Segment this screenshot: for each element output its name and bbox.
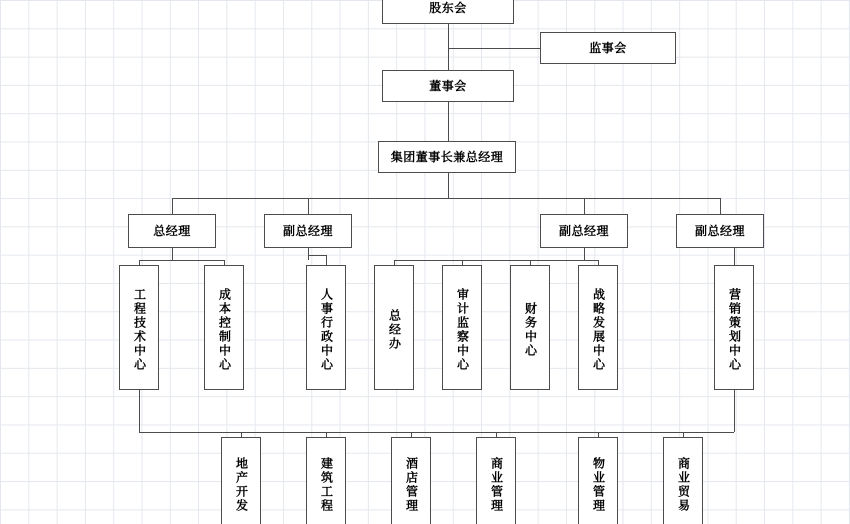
connector-shareholders-board bbox=[448, 24, 449, 70]
node-general-manager-office[interactable]: 总经办 bbox=[374, 265, 414, 390]
node-property-management[interactable]: 物业管理 bbox=[578, 437, 618, 524]
connector-board-supervisors bbox=[448, 48, 540, 49]
bus-vgm1-link bbox=[308, 255, 326, 256]
bus-executive bbox=[172, 198, 720, 199]
node-deputy-general-manager-1[interactable]: 副总经理 bbox=[264, 214, 352, 248]
node-deputy-general-manager-3[interactable]: 副总经理 bbox=[676, 214, 764, 248]
node-supervisors[interactable]: 监事会 bbox=[540, 32, 676, 64]
node-construction-engineering[interactable]: 建筑工程 bbox=[306, 437, 346, 524]
connector-marketing-bottom bbox=[734, 390, 735, 432]
connector-bus-vgm3 bbox=[720, 198, 721, 214]
node-shareholders[interactable]: 股东会 bbox=[382, 0, 514, 24]
connector-bus-vgm1 bbox=[308, 198, 309, 214]
connector-vgm1-hr bbox=[326, 255, 327, 265]
node-marketing-planning-center[interactable]: 营销策划中心 bbox=[714, 265, 754, 390]
node-hotel-management[interactable]: 酒店管理 bbox=[391, 437, 431, 524]
node-chairman[interactable]: 集团董事长兼总经理 bbox=[378, 141, 516, 173]
connector-bus-gm bbox=[172, 198, 173, 214]
bus-gm-centers bbox=[139, 260, 224, 261]
connector-vgm3-marketing bbox=[734, 248, 735, 265]
node-board[interactable]: 董事会 bbox=[382, 70, 514, 102]
node-hr-administration-center[interactable]: 人事行政中心 bbox=[306, 265, 346, 390]
connector-board-chairman bbox=[448, 102, 449, 141]
node-engineering-technology-center[interactable]: 工程技术中心 bbox=[119, 265, 159, 390]
bus-vgm2-centers bbox=[394, 260, 598, 261]
bus-business-units bbox=[139, 432, 734, 433]
node-deputy-general-manager-2[interactable]: 副总经理 bbox=[540, 214, 628, 248]
connector-vgm2-down bbox=[584, 248, 585, 260]
node-strategy-development-center[interactable]: 战略发展中心 bbox=[578, 265, 618, 390]
connector-chairman-bus bbox=[448, 173, 449, 198]
connector-vgm1-down bbox=[308, 248, 309, 260]
node-cost-control-center[interactable]: 成本控制中心 bbox=[204, 265, 244, 390]
node-commercial-management[interactable]: 商业管理 bbox=[476, 437, 516, 524]
node-real-estate-development[interactable]: 地产开发 bbox=[221, 437, 261, 524]
node-audit-supervision-center[interactable]: 审计监察中心 bbox=[442, 265, 482, 390]
node-finance-center[interactable]: 财务中心 bbox=[510, 265, 550, 390]
connector-bus-vgm2 bbox=[584, 198, 585, 214]
connector-eng-bottom bbox=[139, 390, 140, 432]
connector-gm-down bbox=[172, 248, 173, 260]
node-commercial-trade[interactable]: 商业贸易 bbox=[663, 437, 703, 524]
node-general-manager[interactable]: 总经理 bbox=[128, 214, 216, 248]
